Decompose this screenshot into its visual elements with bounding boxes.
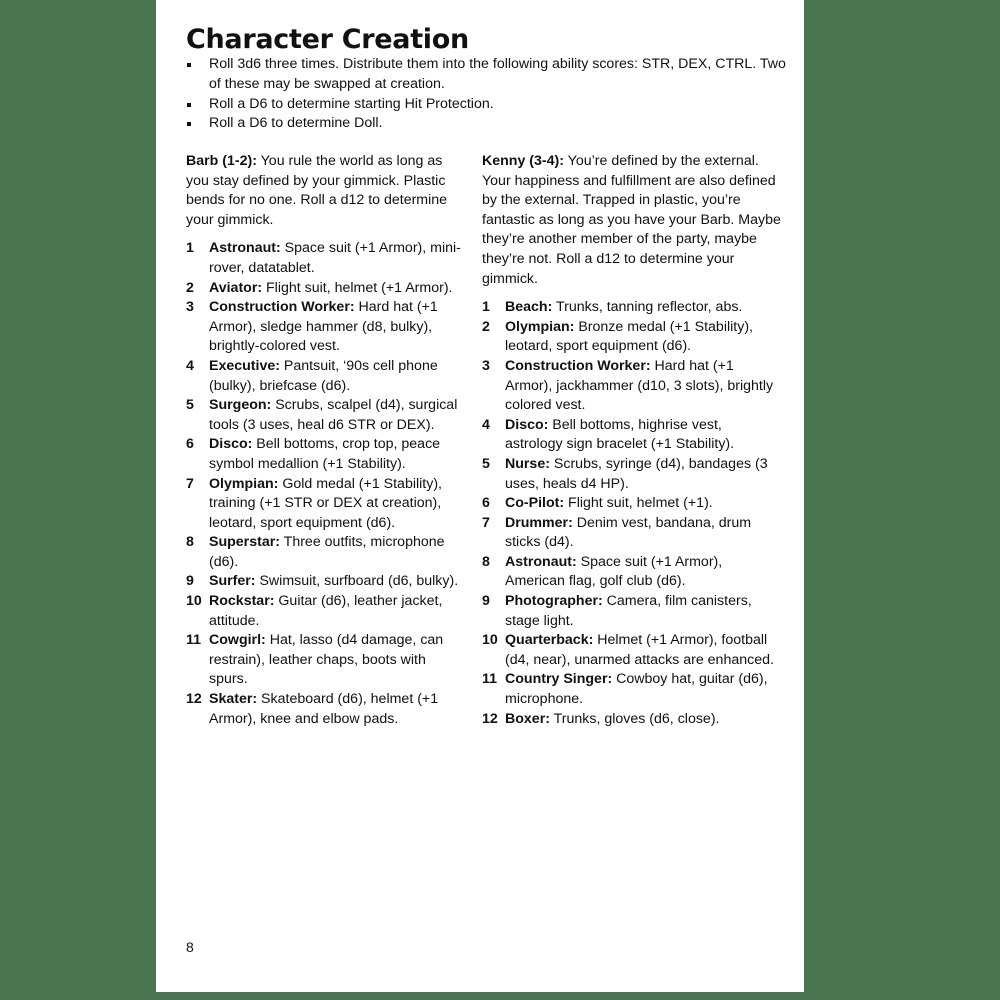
- square-bullet-icon: [187, 103, 191, 107]
- gimmick-item: [482, 670, 782, 709]
- kenny-gimmick-table: [482, 298, 782, 729]
- gimmick-name: Olympian:: [209, 475, 279, 492]
- gimmick-description: Cowboy hat, guitar (d6), microphone.: [505, 671, 768, 708]
- gimmick-item: [482, 710, 782, 730]
- gimmick-item: [186, 631, 468, 690]
- gimmick-description: Bronze medal (+1 Stability), leotard, sport equipment (d6).: [505, 318, 753, 355]
- document-page: [156, 0, 804, 992]
- gimmick-number: 2: [482, 318, 490, 335]
- gimmick-number: 3: [482, 357, 490, 374]
- gimmick-item: [186, 279, 468, 299]
- gimmick-item: [186, 357, 468, 396]
- gimmick-name: Surgeon:: [209, 397, 272, 414]
- gimmick-description: Space suit (+1 Armor), mini-rover, datatablet.: [209, 240, 461, 276]
- kenny-intro: [482, 152, 782, 289]
- gimmick-item: [186, 533, 468, 572]
- gimmick-item: [186, 298, 468, 357]
- gimmick-description: Scrubs, syringe (d4), bandages (3 uses, heals d4 HP).: [505, 455, 768, 492]
- gimmick-item: [482, 494, 782, 514]
- gimmick-item: [482, 592, 782, 631]
- gimmick-item: [482, 631, 782, 670]
- gimmick-number: 11: [482, 671, 497, 688]
- barb-heading: Barb (1-2):: [186, 153, 257, 169]
- gimmick-number: 1: [482, 299, 490, 316]
- gimmick-name: Executive:: [209, 357, 280, 374]
- gimmick-description: Hard hat (+1 Armor), sledge hammer (d8, bulky), brightly-colored vest.: [209, 299, 438, 355]
- gimmick-number: 12: [186, 691, 202, 708]
- barb-intro: [186, 152, 468, 230]
- gimmick-number: 5: [482, 455, 490, 472]
- gimmick-number: 6: [482, 495, 490, 512]
- gimmick-item: [186, 592, 468, 631]
- gimmick-item: [186, 690, 468, 729]
- gimmick-name: Astronaut:: [209, 240, 281, 257]
- gimmick-number: 7: [186, 475, 194, 492]
- square-bullet-icon: [187, 63, 191, 67]
- gimmick-name: Skater:: [209, 691, 258, 708]
- gimmick-description: Flight suit, helmet (+1 Armor).: [262, 279, 453, 296]
- gimmick-number: 10: [186, 593, 202, 610]
- kenny-column: [482, 152, 782, 729]
- gimmick-name: Quarterback:: [505, 632, 594, 649]
- gimmick-name: Beach:: [505, 299, 553, 316]
- gimmick-name: Photographer:: [505, 593, 603, 610]
- gimmick-number: 7: [482, 514, 490, 531]
- gimmick-description: Denim vest, bandana, drum sticks (d4).: [505, 514, 752, 551]
- rule-item: [186, 114, 786, 134]
- gimmick-name: Cowgirl:: [209, 632, 266, 649]
- gimmick-number: 9: [186, 573, 194, 590]
- gimmick-number: 1: [186, 240, 194, 257]
- gimmick-number: 10: [482, 632, 498, 649]
- gimmick-item: [186, 572, 468, 592]
- gimmick-number: 5: [186, 397, 194, 414]
- gimmick-name: Disco:: [505, 416, 549, 433]
- gimmick-name: Disco:: [209, 436, 253, 453]
- gimmick-item: [186, 396, 468, 435]
- barb-column: [186, 152, 468, 729]
- gimmick-name: Construction Worker:: [209, 299, 355, 316]
- page-title: Character Creation: [186, 24, 469, 55]
- creation-rules-list: [186, 55, 786, 134]
- gimmick-name: Drummer:: [505, 514, 573, 531]
- gimmick-name: Aviator:: [209, 279, 263, 296]
- barb-gimmick-table: [186, 239, 468, 729]
- kenny-heading: Kenny (3-4):: [482, 153, 564, 169]
- gimmick-item: [482, 455, 782, 494]
- gimmick-item: [482, 416, 782, 455]
- gimmick-description: Trunks, tanning reflector, abs.: [552, 299, 743, 316]
- gimmick-name: Superstar:: [209, 534, 280, 551]
- gimmick-item: [186, 239, 468, 278]
- gimmick-description: Three outfits, microphone (d6).: [209, 534, 445, 570]
- gimmick-description: Skateboard (d6), helmet (+1 Armor), knee and elbow pads.: [209, 691, 439, 727]
- gimmick-number: 9: [482, 593, 490, 610]
- gimmick-item: [186, 475, 468, 534]
- gimmick-number: 8: [186, 534, 194, 551]
- gimmick-description: Scrubs, scalpel (d4), surgical tools (3 uses, heal d6 STR or DEX).: [209, 397, 458, 433]
- gimmick-number: 6: [186, 436, 194, 453]
- page-number: 8: [186, 939, 194, 955]
- rule-text: Roll 3d6 three times. Distribute them into the following ability scores: STR, DEX, CTRL. Two of these may be swapped at creation.: [209, 56, 786, 92]
- rule-item: [186, 55, 786, 95]
- rule-text: Roll a D6 to determine Doll.: [209, 115, 383, 132]
- gimmick-number: 4: [186, 357, 194, 374]
- gimmick-item: [482, 318, 782, 357]
- gimmick-description: Space suit (+1 Armor), American flag, golf club (d6).: [505, 553, 723, 590]
- gimmick-description: Gold medal (+1 Stability), training (+1 STR or DEX at creation), leotard, sport equipment (d6).: [209, 475, 442, 531]
- gimmick-description: Camera, film canisters, stage light.: [505, 593, 752, 629]
- gimmick-number: 12: [482, 710, 498, 727]
- gimmick-item: [482, 357, 782, 416]
- gimmick-description: Flight suit, helmet (+1).: [564, 495, 713, 512]
- gimmick-description: Bell bottoms, highrise vest, astrology sign bracelet (+1 Stability).: [505, 416, 735, 453]
- gimmick-number: 4: [482, 416, 490, 433]
- gimmick-name: Boxer:: [505, 710, 550, 727]
- gimmick-number: 2: [186, 279, 194, 296]
- gimmick-description: Swimsuit, surfboard (d6, bulky).: [255, 573, 459, 590]
- gimmick-name: Olympian:: [505, 318, 575, 335]
- gimmick-item: [186, 435, 468, 474]
- gimmick-name: Surfer:: [209, 573, 256, 590]
- gimmick-description: Hat, lasso (d4 damage, can restrain), leather chaps, boots with spurs.: [209, 632, 444, 688]
- gimmick-number: 8: [482, 553, 490, 570]
- gimmick-description: Hard hat (+1 Armor), jackhammer (d10, 3 slots), brightly colored vest.: [505, 357, 774, 414]
- gimmick-name: Nurse:: [505, 455, 550, 472]
- gimmick-name: Co-Pilot:: [505, 495, 565, 512]
- square-bullet-icon: [187, 122, 191, 126]
- gimmick-item: [482, 553, 782, 592]
- gimmick-number: 3: [186, 299, 194, 316]
- rule-text: Roll a D6 to determine starting Hit Protection.: [209, 95, 494, 112]
- gimmick-description: Pantsuit, ‘90s cell phone (bulky), briefcase (d6).: [209, 357, 438, 394]
- gimmick-item: [482, 298, 782, 318]
- gimmick-name: Country Singer:: [505, 671, 613, 688]
- gimmick-number: 11: [186, 632, 201, 649]
- gimmick-description: Helmet (+1 Armor), football (d4, near), unarmed attacks are enhanced.: [505, 632, 774, 668]
- gimmick-name: Rockstar:: [209, 593, 275, 610]
- gimmick-item: [482, 514, 782, 553]
- gimmick-name: Astronaut:: [505, 553, 577, 570]
- gimmick-description: Guitar (d6), leather jacket, attitude.: [209, 593, 443, 629]
- kenny-description: You’re defined by the external. Your happiness and fulfillment are also defined by the external. Trapped in plastic, you’re fantastic as long as you have your Barb. Maybe they’re another member of the party, maybe they’re not. Roll a d12 to determine your gimmick.: [482, 153, 781, 287]
- rule-item: [186, 95, 786, 115]
- gimmick-name: Construction Worker:: [505, 357, 651, 374]
- gimmick-description: Trunks, gloves (d6, close).: [549, 710, 720, 727]
- gimmick-description: Bell bottoms, crop top, peace symbol medallion (+1 Stability).: [209, 436, 441, 472]
- barb-description: You rule the world as long as you stay defined by your gimmick. Plastic bends for no one. Roll a d12 to determine your gimmick.: [186, 153, 448, 228]
